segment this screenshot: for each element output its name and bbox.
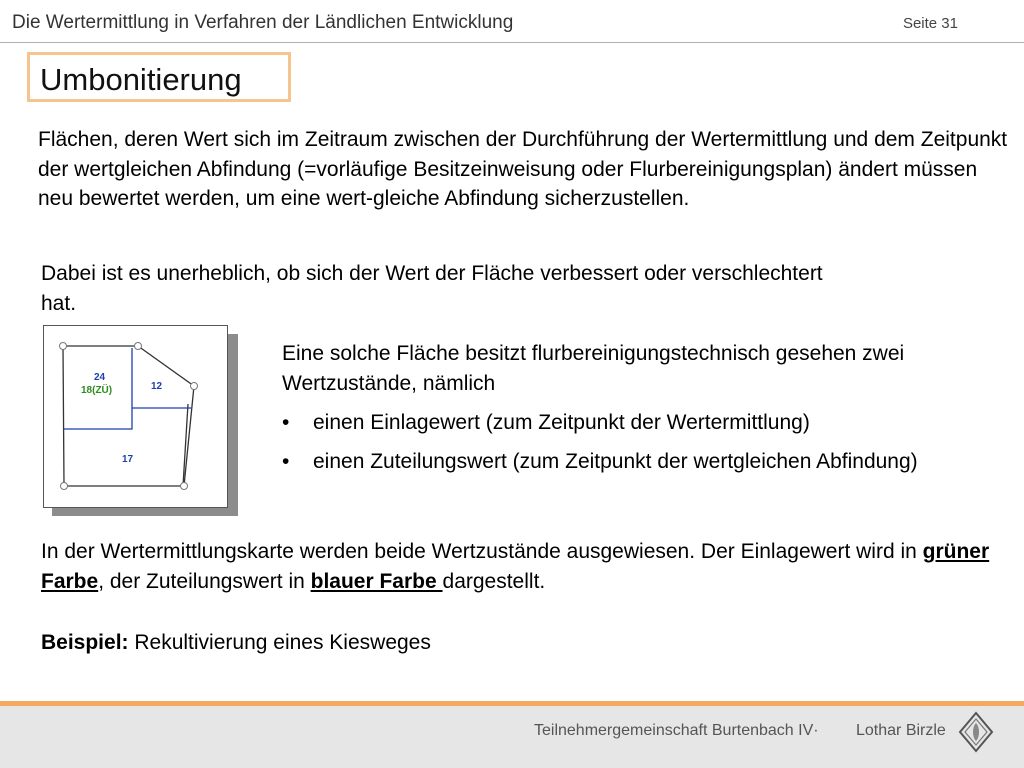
parcel-sketch (43, 325, 228, 508)
paragraph-two-states: Eine solche Fläche besitzt flurbereinigungstechnisch gesehen zwei Wertzustände, nämlich (282, 342, 905, 395)
boundary-point (135, 343, 142, 350)
diamond-emblem-icon (958, 711, 994, 753)
parcel-outline (63, 346, 194, 486)
paragraph-example (41, 628, 741, 658)
green-color-term: grüner Farbe (41, 540, 990, 593)
example-text: Rekultivierung eines Kiesweges (128, 631, 431, 654)
page-number: Seite 31 (902, 15, 958, 32)
footer-organization: Teilnehmergemeinschaft Burtenbach IV· (534, 722, 819, 739)
paragraph-intro: Flächen, deren Wert sich im Zeitraum zwischen der Durchführung der Wertermittlung und dem Zeitpunkt der wertgleichen Abfindung (=vorläufige Besitzeinweisung oder Flurbereinigungsplan) ändert müssen neu bewertet werden, um eine wert-gleiche Abfindung sicherzustellen. (38, 128, 1008, 210)
bullet-icon: • (282, 411, 290, 434)
boundary-point (60, 343, 67, 350)
parcel-label-18: 18(ZÜ) (81, 385, 113, 396)
boundary-point (181, 483, 188, 490)
parcel-sketch-svg (44, 326, 227, 507)
list-item (282, 447, 982, 477)
footer-author: Lothar Birzle (856, 722, 946, 739)
example-label: Beispiel: (41, 631, 129, 654)
list-item (282, 408, 982, 438)
header-title: Die Wertermittlung in Verfahren der Ländlichen Entwicklung (12, 12, 514, 33)
p4-text-2: , der Zuteilungswert in (98, 569, 311, 593)
slide-title-box (27, 52, 291, 102)
parcel-label-12: 12 (151, 381, 163, 392)
blue-color-term: blauer Farbe (310, 569, 443, 593)
value-states-list (282, 408, 982, 485)
boundary-point (191, 383, 198, 390)
paragraph-irrelevance: Dabei ist es unerheblich, ob sich der Wert der Fläche verbessert oder verschlechtert hat. (41, 262, 823, 315)
list-item-text: einen Zuteilungswert (zum Zeitpunkt der wertgleichen Abfindung) (313, 449, 918, 473)
boundary-point (61, 483, 68, 490)
p4-text-3: dargestellt. (442, 569, 546, 593)
list-item-text: einen Einlagewert (zum Zeitpunkt der Wertermittlung) (313, 411, 810, 434)
parcel-label-17: 17 (122, 454, 134, 465)
p4-text-1: In der Wertermittlungskarte werden beide Wertzustände ausgewiesen. Der Einlagewert wird in (41, 540, 923, 563)
parcel-label-24: 24 (94, 372, 106, 383)
bullet-icon: • (282, 449, 290, 473)
slide-title: Umbonitierung (40, 62, 242, 97)
header-divider (0, 42, 1024, 43)
paragraph-map-colors (41, 537, 1001, 596)
